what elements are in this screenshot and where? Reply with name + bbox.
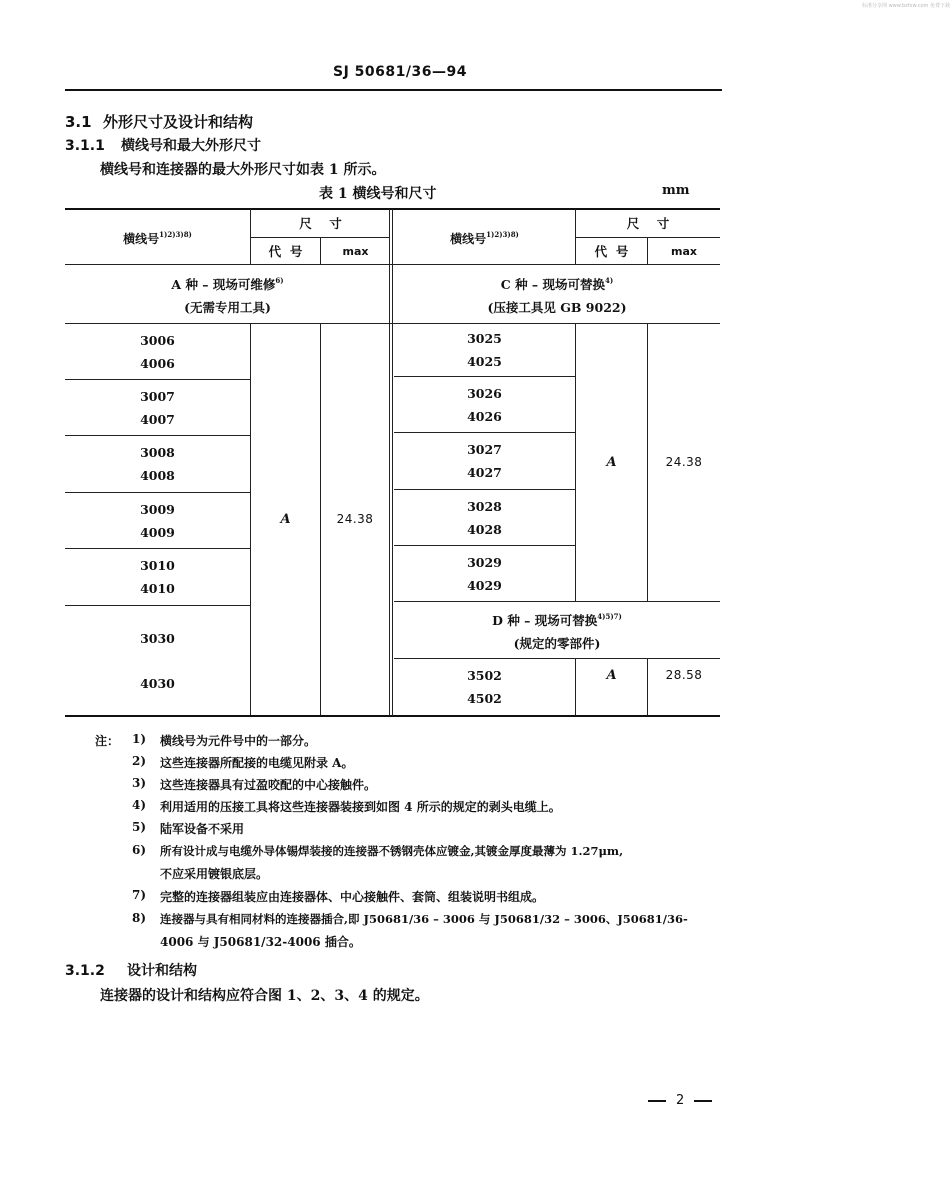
max-cell-d <box>648 662 720 688</box>
section-3-1-1-paragraph: 横线号和连接器的最大外形尺寸如表 1 所示。 <box>100 162 386 178</box>
page-number-value: 2 <box>676 1093 685 1108</box>
notes-label: 注： <box>95 734 120 748</box>
section-d-heading <box>394 602 720 658</box>
footnote-ref: 1)2)3)8) <box>486 229 519 239</box>
note-number: 3) <box>132 776 147 790</box>
note-text: 利用适用的压接工具将这些连接器装接到如图 4 所示的规定的剥头电缆上。 <box>160 800 561 814</box>
table-row <box>394 433 575 489</box>
dash-decoration <box>648 1100 666 1102</box>
code-value: A <box>606 455 617 470</box>
note-text: 4006 与 J50681/32-4006 插合。 <box>160 935 361 949</box>
section-3-1-heading <box>65 111 253 132</box>
dash-number: 4006 <box>140 355 175 371</box>
max-cell-c <box>648 324 720 601</box>
note-text: 这些连接器具有过盈咬配的中心接触件。 <box>160 778 377 792</box>
note-number: 6) <box>132 843 147 857</box>
header-rule <box>65 89 722 91</box>
header-code-right: 代 号 <box>594 243 629 259</box>
code-cell-c <box>576 324 647 601</box>
table-row <box>65 324 250 379</box>
section-a-heading <box>65 265 390 323</box>
note-number: 5) <box>132 820 147 834</box>
section-number: 3.1.2 <box>65 963 105 979</box>
section-d-title: D 种 – 现场可替换 <box>492 613 598 628</box>
dash-number: 4008 <box>140 468 175 483</box>
note-number: 1) <box>132 732 147 746</box>
watermark: 标准分享网 www.bzfxw.com 免费下载 <box>862 3 950 9</box>
header-dash-number-left <box>65 209 250 264</box>
code-value: A <box>280 512 291 527</box>
max-value: 24.38 <box>336 512 374 526</box>
note-text: 横线号为元件号中的一部分。 <box>160 734 317 748</box>
table-row <box>394 490 575 545</box>
dash-number: 4027 <box>467 465 502 480</box>
section-c-title: C 种 – 现场可替换 <box>500 277 606 292</box>
dash-number: 3026 <box>467 385 502 401</box>
code-cell-left <box>251 324 320 715</box>
header-max-left: max <box>342 244 369 258</box>
note-number: 8) <box>132 911 147 925</box>
note-number: 4) <box>132 798 147 812</box>
dash-number: 3027 <box>467 442 502 457</box>
dash-number: 4026 <box>467 408 502 424</box>
dash-number: 4009 <box>140 524 175 540</box>
section-number: 3.1 <box>65 113 92 131</box>
section-number: 3.1.1 <box>65 138 105 154</box>
note-number: 7) <box>132 888 147 902</box>
dash-number: 3025 <box>467 331 502 346</box>
header-label: 横线号 <box>123 231 160 246</box>
note-text: 完整的连接器组装应由连接器体、中心接触件、套筒、组装说明书组成。 <box>160 890 545 904</box>
note-text: 不应采用镀银底层。 <box>160 867 269 881</box>
section-a-title: A 种 – 现场可维修 <box>171 277 276 292</box>
footnote-ref: 1)2)3)8) <box>159 229 192 239</box>
header-dimension-left: 尺 寸 <box>299 215 342 231</box>
code-cell-d <box>576 662 647 688</box>
dash-number: 3009 <box>140 501 175 517</box>
header-code-left: 代 号 <box>268 243 303 259</box>
standard-code: SJ 50681/36—94 <box>333 64 467 80</box>
note-number: 2) <box>132 754 147 768</box>
table-unit: mm <box>662 183 690 198</box>
dash-number: 4030 <box>140 675 175 691</box>
dash-number: 4029 <box>467 577 502 593</box>
note-text: 陆军设备不采用 <box>160 822 245 836</box>
table-row <box>394 324 575 376</box>
dash-number: 3502 <box>467 668 502 683</box>
dash-number: 4025 <box>467 354 502 369</box>
header-dash-number-right <box>394 209 575 264</box>
code-value: A <box>606 667 617 683</box>
footnote-ref: 6) <box>275 276 284 285</box>
section-d-subtitle: (规定的零部件) <box>513 636 601 651</box>
dash-number: 4010 <box>140 581 175 596</box>
footnote-ref: 4)5)7) <box>597 612 622 621</box>
section-a-subtitle: (无需专用工具) <box>184 300 271 315</box>
max-value: 24.38 <box>665 455 703 469</box>
page-number <box>638 1093 722 1108</box>
table-title: 表 1 横线号和尺寸 <box>319 186 437 202</box>
section-title: 设计和结构 <box>127 963 197 979</box>
section-title: 横线号和最大外形尺寸 <box>121 138 261 154</box>
note-text: 连接器与具有相同材料的连接器插合,即 J50681/36 – 3006 与 J50681/32 – 3006、J50681/36- <box>160 912 688 926</box>
header-label: 横线号 <box>450 231 487 246</box>
section-3-1-1-heading <box>65 135 261 155</box>
dash-decoration <box>694 1100 712 1102</box>
table-row <box>394 546 575 601</box>
table-row <box>65 493 250 548</box>
max-value: 28.58 <box>665 667 703 682</box>
section-3-1-2-paragraph: 连接器的设计和结构应符合图 1、2、3、4 的规定。 <box>100 988 429 1004</box>
table-row <box>394 377 575 432</box>
header-max-right: max <box>671 244 697 258</box>
dash-number: 3029 <box>467 554 502 570</box>
section-c-subtitle: (压接工具见 GB 9022) <box>487 300 627 315</box>
dash-number: 3010 <box>140 558 175 573</box>
table-row <box>65 606 250 715</box>
dash-number: 4028 <box>467 521 502 537</box>
dash-number: 3028 <box>467 498 502 514</box>
note-text: 所有设计成与电缆外导体锡焊装接的连接器不锈钢壳体应镀金,其镀金厚度最薄为 1.27μm, <box>160 844 624 858</box>
note-text: 这些连接器所配接的电缆见附录 A。 <box>160 756 354 770</box>
header-dimension-right: 尺 寸 <box>626 215 670 231</box>
dash-number: 3030 <box>140 630 175 646</box>
table-row <box>65 549 250 605</box>
section-3-1-2-heading <box>65 960 197 980</box>
dash-number: 3006 <box>140 332 175 348</box>
dash-number: 3008 <box>140 445 175 460</box>
dash-number: 4502 <box>467 691 502 706</box>
table-row <box>65 380 250 435</box>
dash-number: 3007 <box>140 388 175 404</box>
section-title: 外形尺寸及设计和结构 <box>103 113 254 131</box>
table-row <box>394 659 575 715</box>
max-cell-left <box>321 324 389 715</box>
section-c-heading <box>394 265 720 323</box>
dash-number: 4007 <box>140 411 175 427</box>
footnote-ref: 4) <box>605 276 614 285</box>
table-row <box>65 436 250 492</box>
